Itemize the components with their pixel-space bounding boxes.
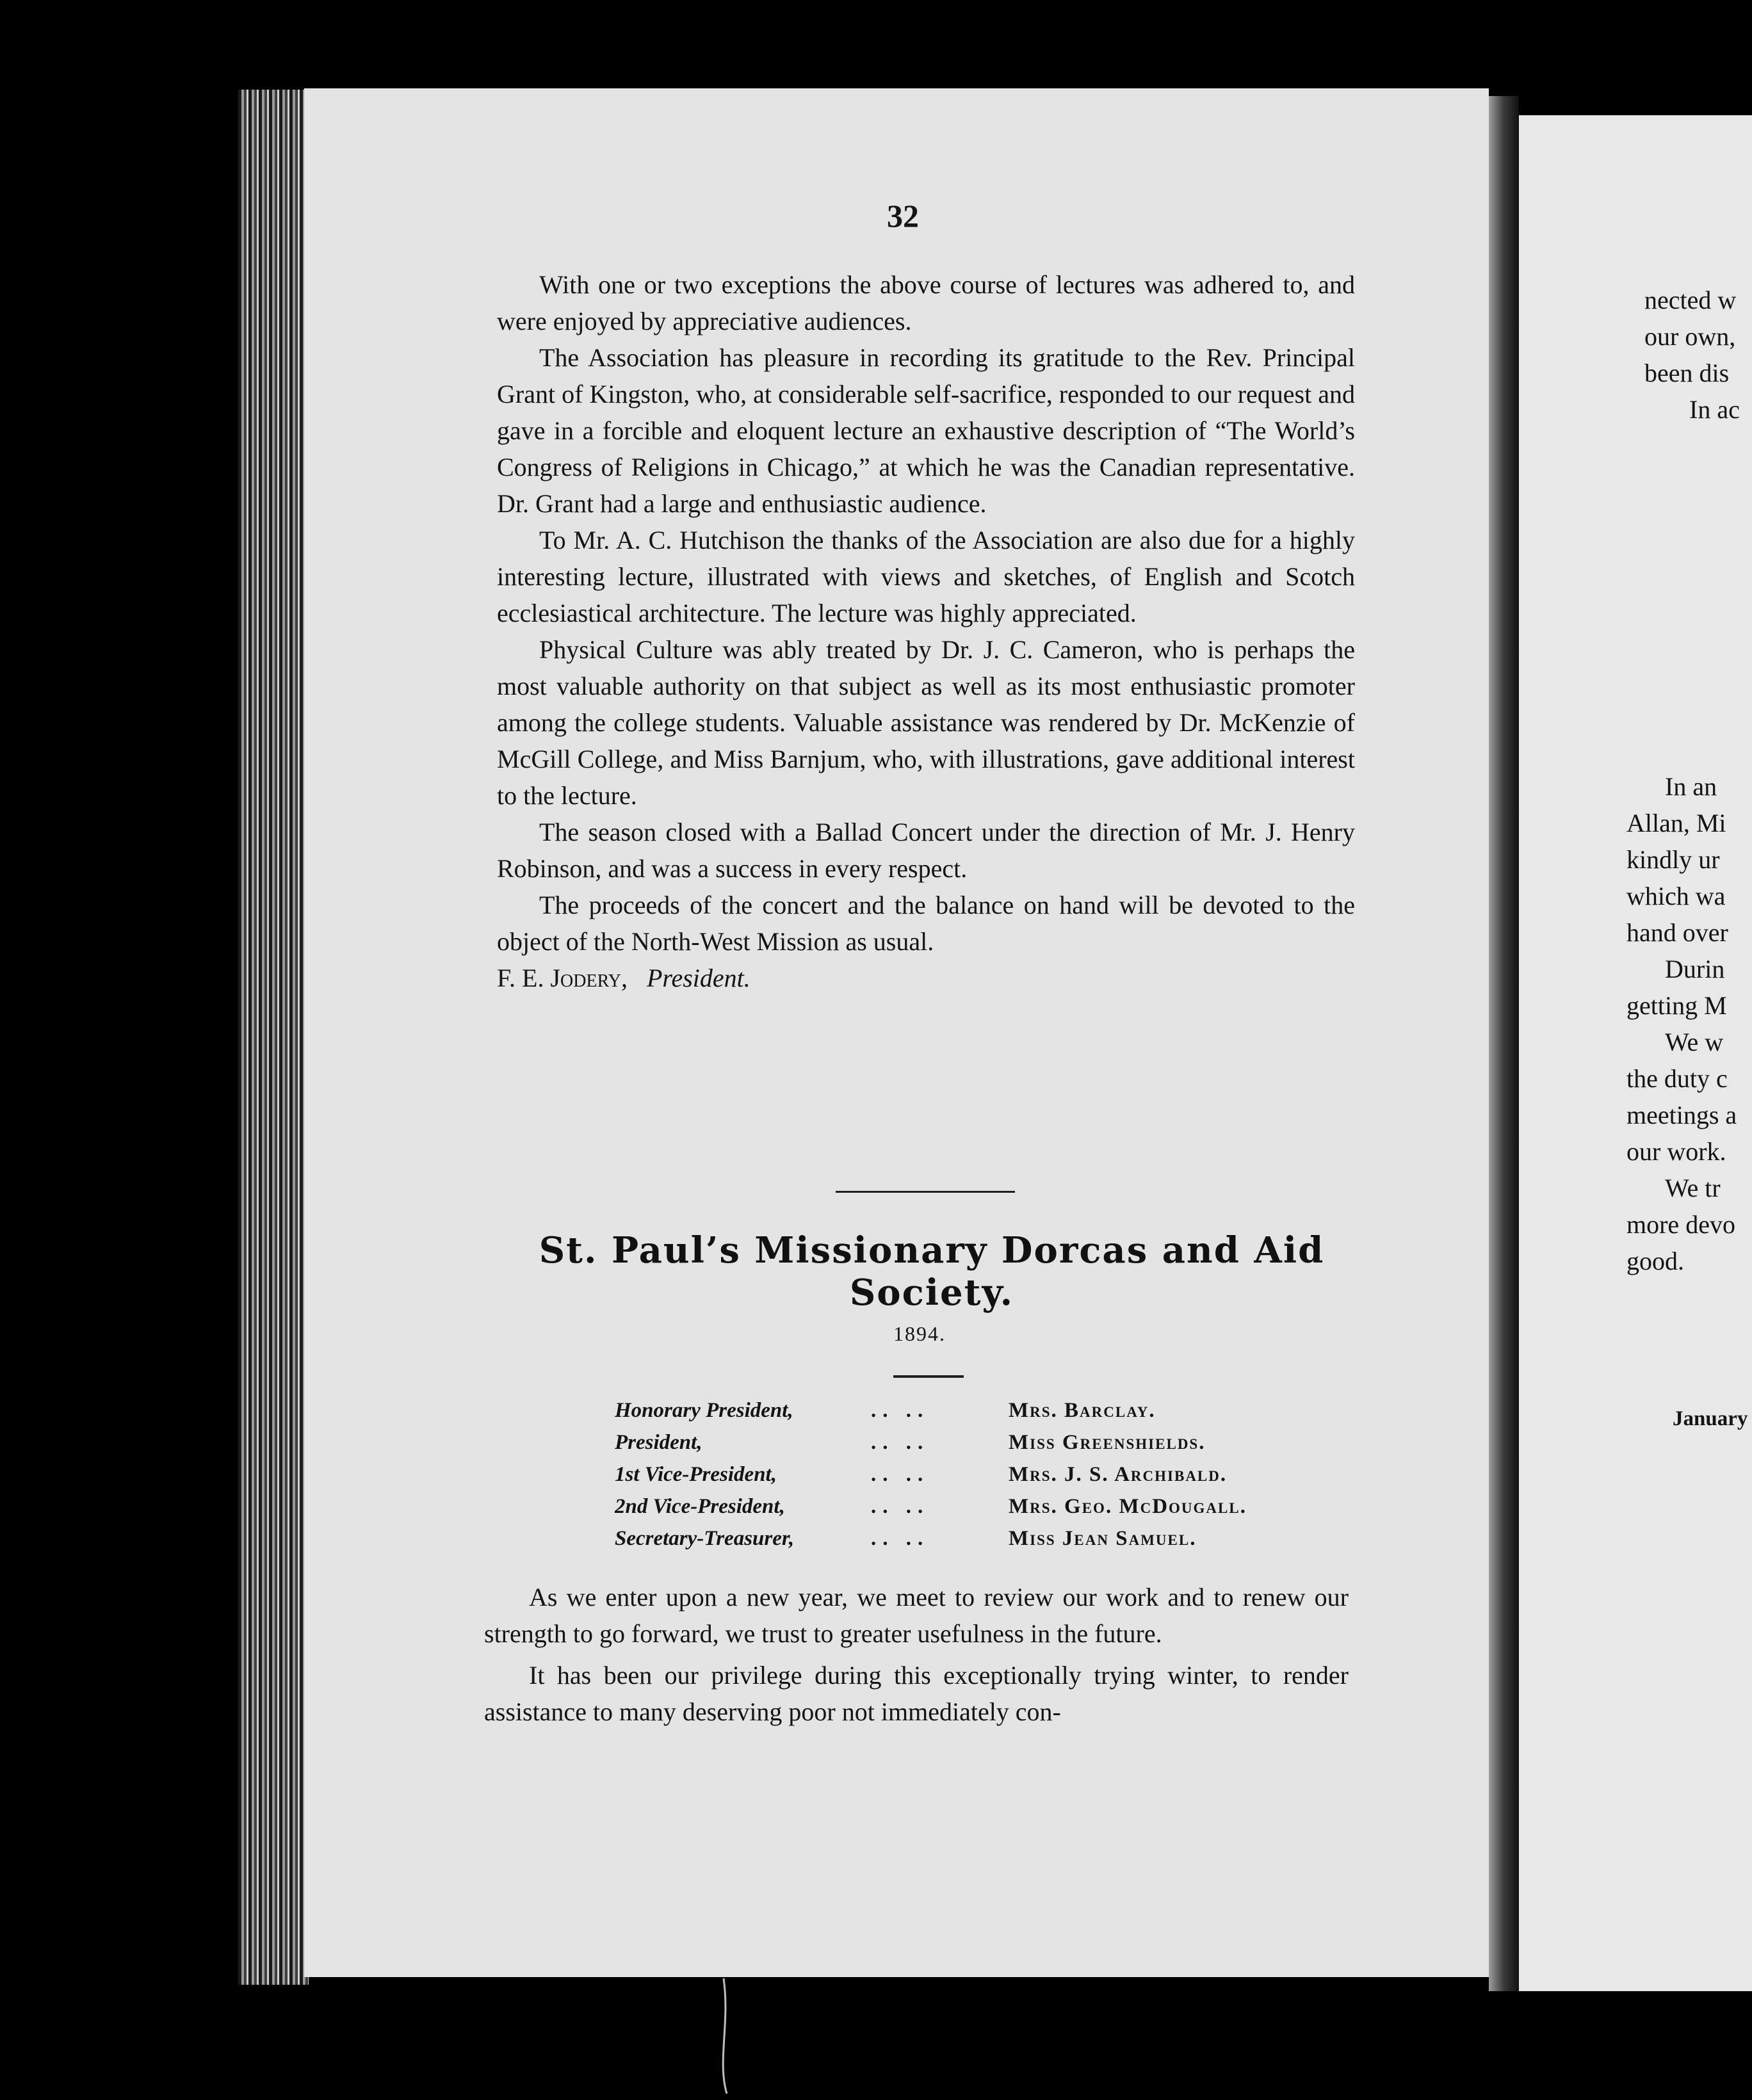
text-line: the duty c	[1626, 1064, 1728, 1093]
text-line: our own,	[1644, 322, 1736, 351]
lower-body-text	[484, 1579, 1349, 1730]
right-page-text-middle	[1626, 768, 1752, 1279]
text-line: hand over	[1626, 918, 1728, 947]
society-heading: St. Paul’s Missionary Dorcas and Aid Society.	[539, 1229, 1325, 1314]
text-line: our work.	[1626, 1137, 1726, 1166]
signature-name: F. E. Jodery,	[497, 964, 628, 992]
text-line: nected w	[1644, 286, 1737, 314]
scan-artifact-mark	[704, 1972, 743, 2100]
officer-name: Mrs. J. S. Archibald.	[1009, 1463, 1228, 1486]
officer-role: President,	[615, 1431, 702, 1454]
leader-dots: .. ..	[871, 1463, 930, 1486]
officers-list	[615, 1394, 1319, 1555]
signature	[497, 960, 1355, 996]
text-line: been dis	[1644, 359, 1730, 387]
paragraph: As we enter upon a new year, we meet to review our work and to renew our strength to go forward, we trust to greater usefulness in the future.	[484, 1583, 1349, 1648]
paragraph: To Mr. A. C. Hutchison the thanks of the Association are also due for a highly interesting lecture, illustrated with views and sketches, of English and Scotch ecclesiastical architecture. The lecture was highly appreciated.	[497, 526, 1355, 627]
officer-role: Secretary-Treasurer,	[615, 1527, 795, 1550]
section-divider	[836, 1191, 1015, 1193]
officer-name: Mrs. Geo. McDougall.	[1009, 1495, 1247, 1518]
text-line: Allan, Mi	[1626, 809, 1726, 837]
officer-role: 1st Vice-President,	[615, 1463, 777, 1486]
leader-dots: .. ..	[871, 1431, 930, 1454]
text-line: Durin	[1665, 955, 1725, 983]
text-line: We tr	[1665, 1174, 1721, 1202]
officer-name: Miss Greenshields.	[1009, 1431, 1206, 1454]
text-line: kindly ur	[1626, 845, 1720, 874]
officer-row	[615, 1426, 1319, 1458]
paragraph: It has been our privilege during this exceptionally trying winter, to render assistance to many deserving poor not immediately con-	[484, 1661, 1349, 1726]
officer-row	[615, 1458, 1319, 1490]
paragraph: The Association has pleasure in recording its gratitude to the Rev. Principal Grant of Kingston, who, at considerable self-sacrifice, responded to our request and gave in a forcible and eloquent lecture an exhaustive description of “The World’s Congress of Religions in Chicago,” at which he was the Canadian representative. Dr. Grant had a large and enthusiastic audience.	[497, 343, 1355, 518]
paragraph: The season closed with a Ballad Concert under the direction of Mr. J. Henry Robinson, and was a success in every respect.	[497, 818, 1355, 883]
leader-dots: .. ..	[871, 1527, 930, 1550]
officer-row	[615, 1490, 1319, 1522]
paragraph: The proceeds of the concert and the balance on hand will be devoted to the object of the North-West Mission as usual.	[497, 891, 1355, 956]
paragraph: Physical Culture was ably treated by Dr. J. C. Cameron, who is perhaps the most valuable authority on that subject as well as its most enthusiastic promoter among the college students. Valuable assistance was rendered by Dr. McKenzie of McGill College, and Miss Barnjum, who, with illustrations, gave additional interest to the lecture.	[497, 635, 1355, 810]
officer-name: Miss Jean Samuel.	[1009, 1527, 1197, 1550]
upper-body-text	[497, 266, 1355, 996]
text-line: In ac	[1689, 395, 1740, 424]
text-line: meetings a	[1626, 1101, 1737, 1129]
book-page-edges	[238, 90, 309, 1985]
text-line: We w	[1665, 1028, 1724, 1056]
signature-title: President.	[646, 964, 750, 992]
text-line: good.	[1626, 1247, 1684, 1275]
leader-dots: .. ..	[871, 1495, 930, 1518]
officer-row	[615, 1522, 1319, 1555]
right-page-footer-fragment: January	[1673, 1407, 1748, 1430]
year-label: 1894.	[893, 1322, 946, 1345]
officer-role: 2nd Vice-President,	[615, 1495, 785, 1518]
officer-row	[615, 1394, 1319, 1426]
officer-name: Mrs. Barclay.	[1009, 1399, 1156, 1422]
text-line: more devo	[1626, 1210, 1735, 1239]
page-number: 32	[887, 198, 919, 234]
text-line: In an	[1665, 772, 1717, 801]
year-underline	[893, 1375, 964, 1378]
paragraph: With one or two exceptions the above course of lectures was adhered to, and were enjoyed by appreciative audiences.	[497, 270, 1355, 335]
officer-role: Honorary President,	[615, 1399, 793, 1422]
right-page-text-top	[1644, 282, 1752, 428]
text-line: which wa	[1626, 882, 1726, 910]
book-gutter	[1489, 96, 1519, 1991]
text-line: getting M	[1626, 991, 1727, 1020]
leader-dots: .. ..	[871, 1399, 930, 1422]
